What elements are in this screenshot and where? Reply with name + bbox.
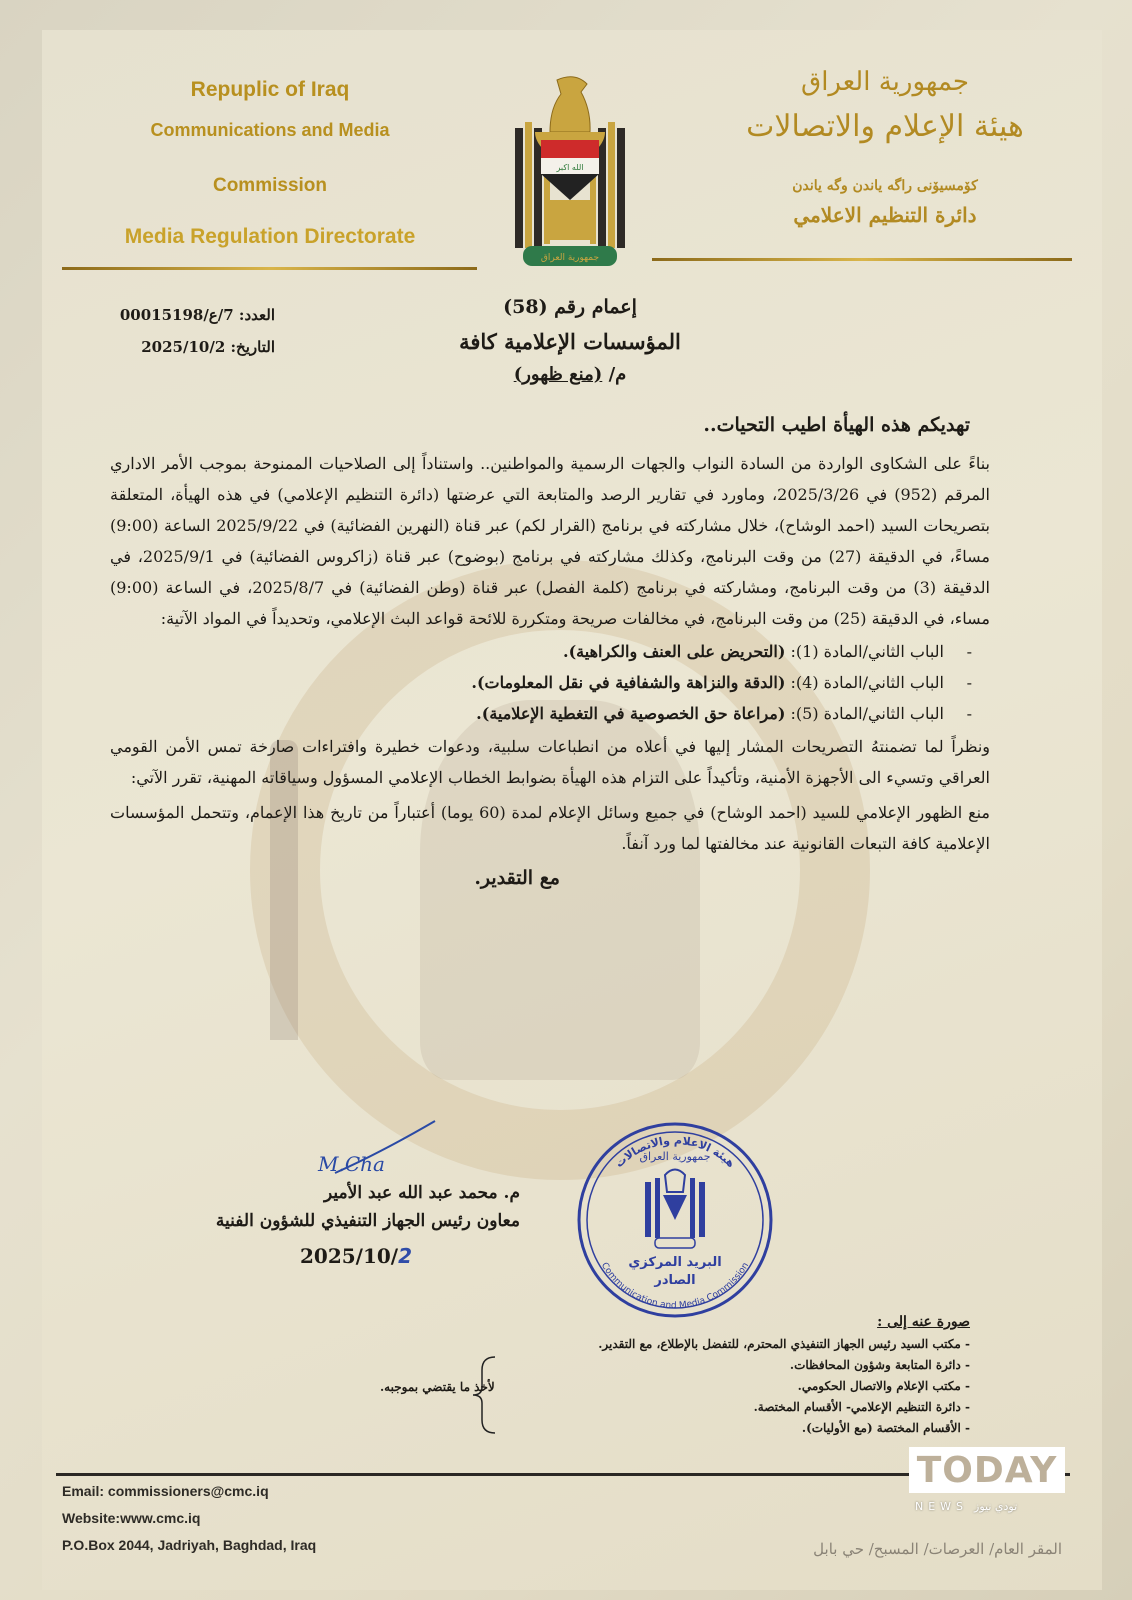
copy-recipient: - الأقسام المختصة (مع الأوليات). (801, 1421, 970, 1435)
signature-date (300, 1244, 412, 1268)
curly-brace-icon (470, 1355, 500, 1435)
violated-articles-list (110, 636, 990, 729)
copy-recipient-text: الأقسام المختصة (مع الأوليات). (801, 1421, 961, 1435)
signatory-name: م. محمد عبد الله عبد الأمير (324, 1183, 520, 1203)
stamp-eagle (645, 1170, 705, 1249)
emblem-scroll-label: جمهورية العراق (540, 253, 600, 263)
copy-recipient: - مكتب السيد رئيس الجهاز التنفيذي المحترم، للتفضل بالإطلاع، مع التقدير. (598, 1337, 970, 1351)
footer-email: Email: commissioners@cmc.iq (62, 1483, 269, 1499)
letterhead-ar-country: جمهورية العراق (801, 67, 969, 97)
body-paragraph-1: بناءً على الشكاوى الواردة من السادة النواب والجهات الرسمية والمواطنين.. واستناداً إلى الصلاحيات الممنوحة بموجب الأمر الاداري المرقم (952) في 2025/3/26، وماورد في تقارير الرصد والمتابعة التي عرضتها (دائرة التنظيم الإعلامي) في هذه الهيأة، المتعلقة بتصريحات السيد (احمد الوشاح)، خلال مشاركته في برنامج (القرار لكم) عبر قناة (النهرين الفضائية) في 2025/9/22 الساعة (9:00) مساءً، في الدقيقة (27) من وقت البرنامج، وكذلك مشاركته في برنامج (بوضوح) عبر قناة (زاكروس الفضائية) في 2025/9/1، في الدقيقة (3) من وقت البرنامج، ومشاركته في برنامج (كلمة الفصل) عبر قناة (وطن الفضائية) في 2025/8/7، في الساعة (9:00) مساء، في الدقيقة (25) من وقت البرنامج، في مخالفات صريحة ومتكررة للائحة قواعد البث الإعلامي، وتحديداً في المواد الآتية: (110, 454, 990, 628)
copies-bracket-note: لأخذ ما يقتضي بموجبه. (380, 1380, 495, 1394)
reference-number (60, 306, 275, 324)
closing-regards-text: مع التقدير. (474, 867, 560, 889)
letterhead-divider-right (652, 258, 1072, 261)
subject-text: (منع ظهور) (513, 363, 603, 385)
copy-recipient-text: دائرة المتابعة وشؤون المحافظات. (789, 1358, 961, 1372)
letter-body (110, 410, 990, 893)
reference-block (60, 306, 275, 370)
footer-arabic-address: المقر العام/ العرصات/ المسبح/ حي بابل (813, 1540, 1062, 1558)
today-news-logo-title: TODAY (916, 1449, 1058, 1491)
stamp-center-text-2: الصادر (654, 1273, 696, 1288)
circular-recipient: المؤسسات الإعلامية كافة (459, 328, 681, 354)
letterhead-en-directorate: Media Regulation Directorate (124, 225, 416, 248)
handwritten-signature: M.Cha (318, 1152, 385, 1176)
copy-recipient: - دائرة المتابعة وشؤون المحافظات. (789, 1358, 970, 1372)
letterhead-ar-org: هيئة الإعلام والاتصالات (746, 109, 1024, 144)
article-item: -الباب الثاني/المادة (4): (الدقة والنزاهة والشفافية في نقل المعلومات). (471, 673, 972, 692)
flag-inscription: الله اكبر (556, 163, 584, 172)
reference-date-label: التاريخ: (230, 338, 275, 356)
copies-title: صورة عنه إلى : (877, 1314, 970, 1330)
stamp-center-text-1: البريد المركزي (628, 1255, 722, 1270)
copy-recipient-text: مكتب السيد رئيس الجهاز التنفيذي المحترم، للتفضل بالإطلاع، مع التقدير. (598, 1337, 961, 1351)
letterhead-ar-directorate: دائرة التنظيم الاعلامي (793, 203, 977, 227)
footer-website: Website:www.cmc.iq (62, 1510, 201, 1526)
article-item: -الباب الثاني/المادة (5): (مراعاة حق الخصوصية في التغطية الإعلامية). (476, 704, 972, 723)
circular-number: إعمام رقم (58) (503, 296, 637, 318)
article-ref: الباب الثاني/المادة (5): (790, 704, 944, 723)
body-paragraph-3-decision: منع الظهور الإعلامي للسيد (احمد الوشاح) في جميع وسائل الإعلام لمدة (60 يوما) أعتباراً من تاريخ هذا الإعمام، وتتحمل المؤسسات الإعلامية كافة التبعات القانونية عند مخالفتها لما ورد آنفاً. (110, 803, 991, 853)
today-news-sub-ar: تودي نيوز (974, 1500, 1018, 1513)
article-ref: الباب الثاني/المادة (1): (790, 642, 944, 661)
today-news-sub-en: NEWS (915, 1500, 969, 1513)
signature-date-handwritten: 2 (398, 1244, 413, 1268)
flag-red-band (541, 140, 599, 158)
stamp-ring-ar: هيئة الاعلام والاتصالات (612, 1133, 738, 1171)
footer-address: P.O.Box 2044, Jadriyah, Baghdad, Iraq (62, 1537, 317, 1553)
reference-date-value: 2025/10/2 (141, 338, 226, 356)
reference-number-value: 7/ع/00015198 (119, 306, 234, 324)
subject-prefix: م/ (608, 363, 627, 385)
greeting: تهديكم هذه الهيأة اطيب التحيات.. (703, 414, 970, 436)
letterhead-en-country: Repuplic of Iraq (190, 78, 350, 101)
footer-contact (62, 1478, 316, 1559)
article-ref: الباب الثاني/المادة (4): (790, 673, 944, 692)
closing-regards (110, 863, 990, 893)
body-paragraph-2: ونظراً لما تضمنتهُ التصريحات المشار إليها في أعلاه من انطباعات سلبية، ودعوات خطيرة وافتراءات صارخة تمس الأمن القومي العراقي وتسيء الى الأجهزة الأمنية، وتأكيداً على التزام هذه الهيأة بضوابط الخطاب الإعلامي المسؤول وسياقاته المهنية، تقرر الآتي: (110, 737, 991, 787)
iraq-eagle-emblem-icon (495, 70, 645, 275)
letterhead-en-org-1: Communications and Media (150, 120, 390, 140)
copy-recipient: - دائرة التنظيم الإعلامي- الأقسام المختصة. (753, 1400, 970, 1414)
circular-subject (330, 364, 810, 386)
copy-recipient-text: دائرة التنظيم الإعلامي- الأقسام المختصة. (753, 1400, 961, 1414)
article-item: -الباب الثاني/المادة (1): (التحريض على العنف والكراهية). (563, 642, 972, 661)
stamp-top-text: جمهورية العراق (639, 1150, 711, 1163)
today-news-logo-subtitle (915, 1500, 1085, 1513)
copies-to-list (500, 1312, 970, 1439)
circular-title-block (330, 296, 810, 386)
letterhead-divider-left (62, 267, 477, 270)
official-stamp-icon (575, 1120, 775, 1320)
signature-date-printed: 2025/10/ (300, 1244, 399, 1268)
copy-recipient-text: مكتب الإعلام والاتصال الحكومي. (797, 1379, 961, 1393)
article-text: (الدقة والنزاهة والشفافية في نقل المعلومات). (471, 673, 786, 692)
today-news-logo (909, 1447, 1065, 1493)
reference-number-label: العدد: (238, 306, 275, 324)
article-text: (مراعاة حق الخصوصية في التغطية الإعلامية). (476, 704, 786, 723)
copy-recipient: - مكتب الإعلام والاتصال الحكومي. (797, 1379, 970, 1393)
signatory-title: معاون رئيس الجهاز التنفيذي للشؤون الفنية (215, 1211, 520, 1231)
letterhead-ku-org: كۆمسیۆنی راگه یاندن وگه یاندن (792, 178, 978, 194)
letterhead-en-org-2: Commission (212, 175, 328, 196)
article-text: (التحريض على العنف والكراهية). (563, 642, 786, 661)
stamp-ring-en: Communication and Media Commission (598, 1261, 752, 1312)
reference-date (60, 338, 275, 356)
